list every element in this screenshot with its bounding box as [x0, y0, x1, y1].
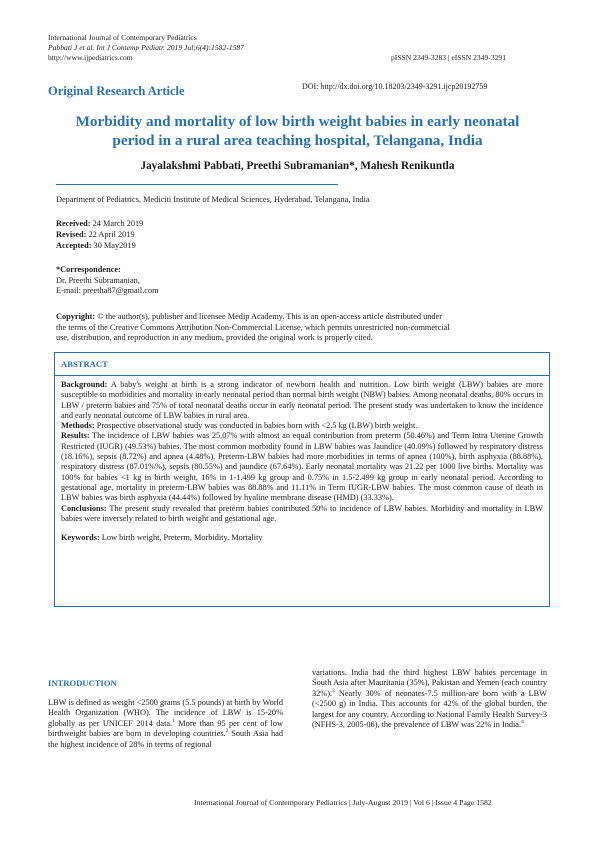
abstract-keywords: Keywords: Low birth weight, Preterm, Morbidity, Mortality — [61, 533, 263, 543]
introduction-col-2: variations. India had the third highest LBW babies percentage in South Asia after Mauritania (35%), Pakistan and Yemen (each country 32%).$^3$ Nearly 30% of neonates-7.5 million-are born with a LBW (<2500 g) in India. This accounts for 42% of the global burden, the largest for any country. According to National Family Health Survey-3 (NFHS-3, 2005-06), the prevalence of LBW was 22% in India.$^4$ — [312, 668, 547, 730]
title-line-2: period in a rural area teaching hospital, Telangana, India — [112, 132, 483, 149]
abstract-results: Results: The incidence of LBW babies was 25.07% with almost an equal contribution from preterm (50.46%) and Term Intra Uterine Growth Restricted (IUGR) (49.53%) babies. The most common morbidity found in LBW babies was Jaundice (40.09%) followed by respiratory distress (18.16%), sepsis (8.72%) and apnea (4.48%). Preterm-LBW babies had more morbidities in terms of apnea (100%), birth asphyxia (88.88%), respiratory distress (87.01%%), sepsis (80.55%) and jaundice (67.64%). Early neonatal mortality was 21.22 per 1000 live births. Mortality was 100% for babies <1 kg in birth weight, 16% in 1-1.499 kg group and 0.75% in 1.5-2.499 kg group in early neonatal period. According to gestational age, mortality in preterm-LBW babies was 88.88% and 11.11% in Term IUGR-LBW babies. The most common cause of death in LBW babies was birth asphyxia (44.44%) followed by hyaline membrane disease (HMD) (33.33%). — [61, 431, 543, 503]
doi[interactable]: DOI: http://dx.doi.org/10.18203/2349-3291.ijcp20192759 — [302, 82, 488, 91]
abstract-body — [61, 380, 543, 543]
revised-date: Revised: 22 April 2019 — [56, 230, 135, 239]
title-rule — [56, 184, 338, 185]
introduction-heading: INTRODUCTION — [48, 678, 117, 688]
article-title — [40, 112, 555, 150]
abstract-conclusions: Conclusions: The present study revealed that preterm babies contributed 50% to incidence of LBW babies. Morbidity and mortality in LBW babies were inversely related to birth weight and gestational age. — [61, 503, 543, 523]
abstract-rule — [55, 375, 549, 376]
page-footer: International Journal of Contemporary Pediatrics | July-August 2019 | Vol 6 | Issue 4 Page 1582 — [194, 798, 492, 807]
abstract-background: Background: A baby's weight at birth is a strong indicator of newborn health and nutrition. Low birth weight (LBW) babies are more susceptible to morbidities and mortality in early neonatal period than normal birth weight (NBW) babies. Among neonatal deaths, 80% occurs in LBW / preterm babies and 75% of total neonatal deaths occur in early neonatal period. The present study was undertaken to know the incidence and early neonatal outcome of LBW babies in rural area. — [61, 380, 543, 420]
article-type: Original Research Article — [48, 84, 185, 98]
received-date: Received: 24 March 2019 — [56, 219, 144, 228]
issn: pISSN 2349-3283 | eISSN 2349-3291 — [391, 53, 507, 62]
copyright: Copyright: © the author(s), publisher and licensee Medip Academy. This is an open-access article distributed under the terms of the Creative Commons Attribution Non-Commercial License, which permits unrestricted non-commercial use, distribution, and reproduction in any medium, provided the original work is properly cited. — [56, 312, 450, 343]
correspondence-label: *Correspondence: — [56, 265, 121, 274]
authors: Jayalakshmi Pabbati, Preethi Subramanian*, Mahesh Renikuntla — [140, 160, 455, 172]
abstract-heading: ABSTRACT — [61, 359, 108, 369]
citation: Pabbati J et al. Int J Contemp Pediatr. 2019 Jul;6(4):1582-1587 — [48, 43, 244, 52]
correspondence-email[interactable]: E-mail: preetha87@gmail.com — [56, 286, 159, 295]
correspondence — [56, 265, 159, 297]
dates-block — [56, 218, 143, 251]
abstract-box — [54, 352, 550, 607]
affiliation: Department of Pediatrics, Mediciti Institute of Medical Sciences, Hyderabad, Telangana, India — [56, 195, 370, 204]
abstract-methods: Methods: Prospective observational study was conducted in babies born with <2.5 kg (LBW) birth weight. — [61, 421, 418, 431]
introduction-col-1: LBW is defined as weight <2500 grams (5.5 pounds) at birth by World Health Organization (WHO). The incidence of LBW is 15-20% globally as per UNICEF 2014 data.$^1$ More than 95 per cent of low birthweight babies are born in developing countries.$^2$ South Asia had the highest incidence of 28% in terms of regional — [48, 698, 283, 749]
journal-name: International Journal of Contemporary Pediatrics — [48, 33, 197, 42]
accepted-date: Accepted: 30 May2019 — [56, 241, 136, 250]
journal-url[interactable]: http://www.ijpediatrics.com — [48, 53, 133, 62]
correspondence-name: Dr. Preethi Subramanian, — [56, 275, 140, 285]
title-line-1: Morbidity and mortality of low birth weight babies in early neonatal — [75, 113, 520, 130]
